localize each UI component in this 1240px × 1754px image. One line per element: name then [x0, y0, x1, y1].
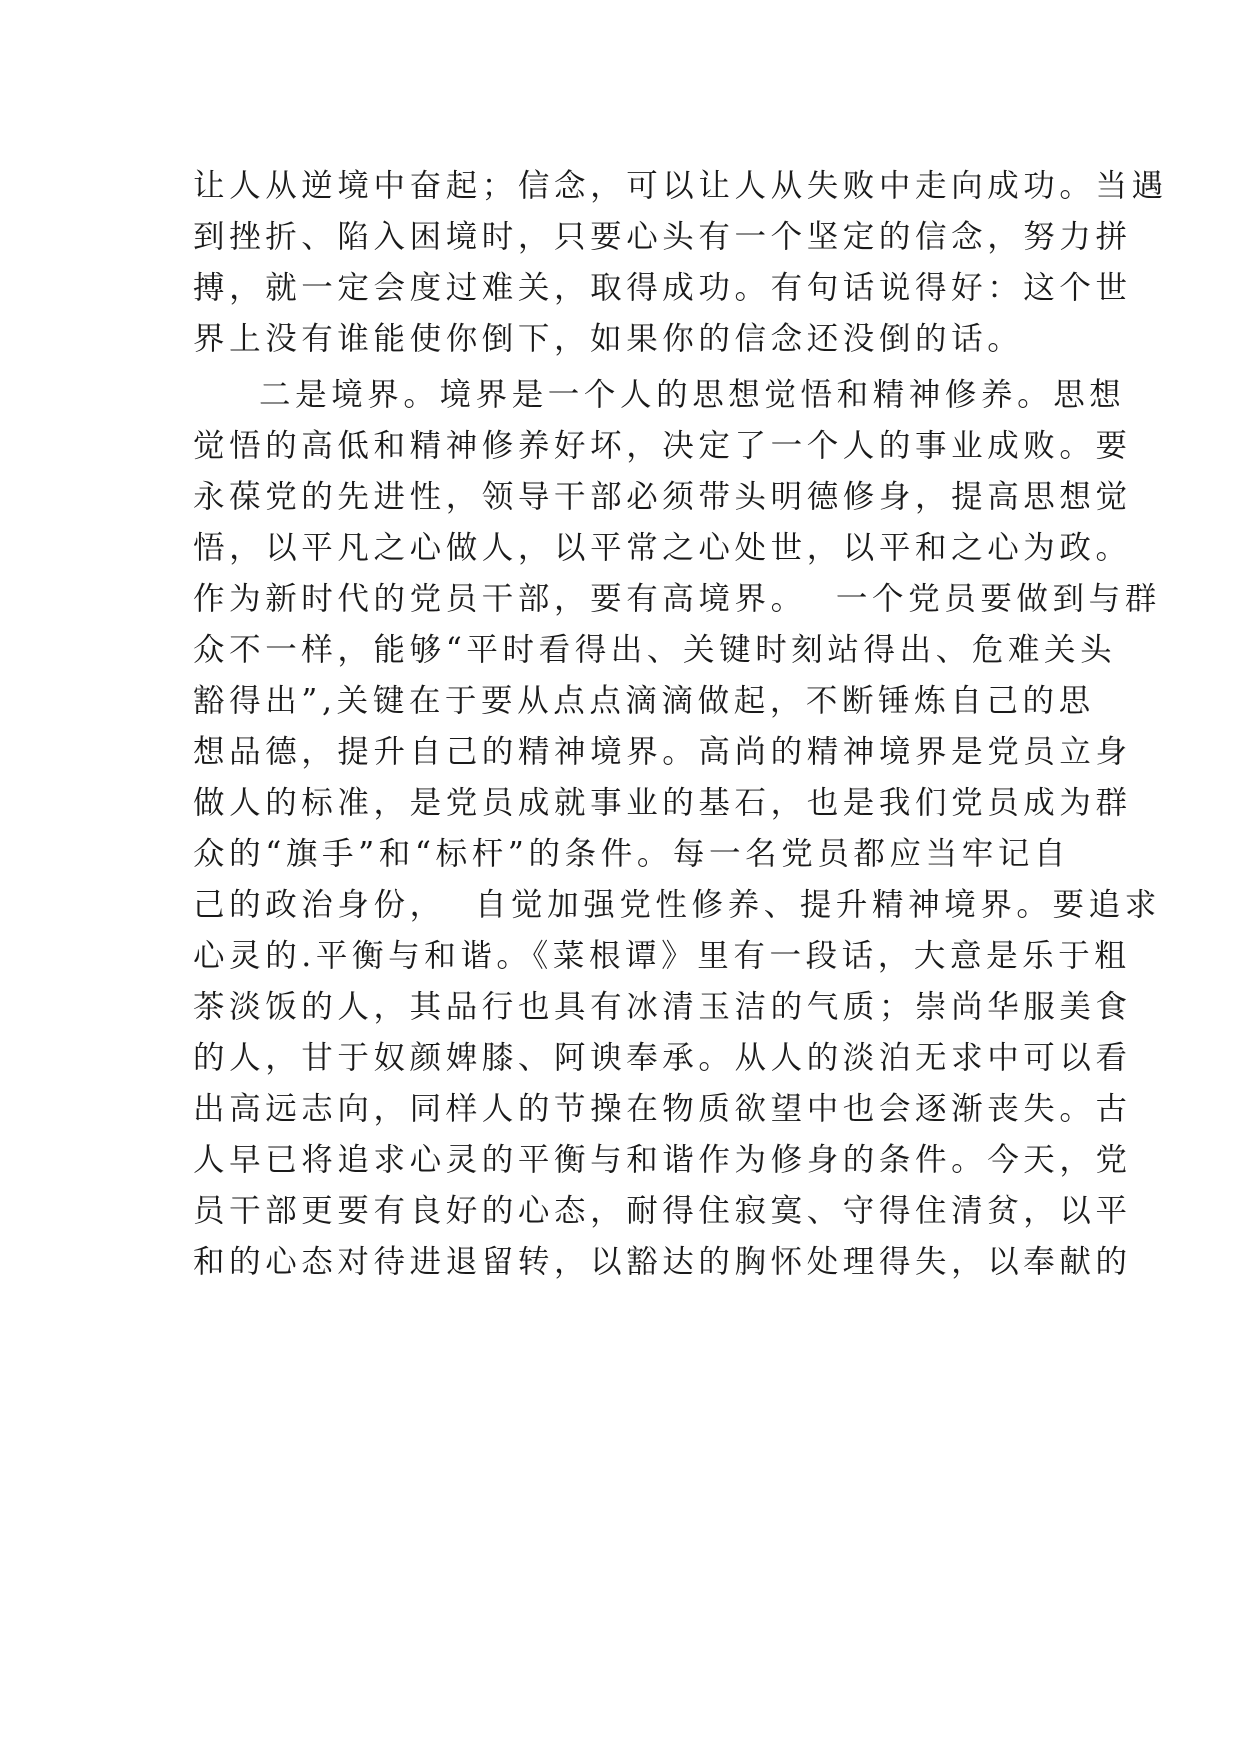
- paragraph-2-line-10: 众的“旗手”和“标杆”的条件。每一名党员都应当牢记自: [193, 836, 1071, 872]
- paragraph-2-line-12: 心灵的.平衡与和谐。《菜根谭》里有一段话，大意是乐于粗: [193, 938, 1131, 974]
- paragraph-2-line-4: 悟，以平凡之心做人，以平常之心处世，以平和之心为政。: [193, 530, 1132, 566]
- paragraph-1-line-1: 让人从逆境中奋起；信念，可以让人从失败中走向成功。当遇: [193, 168, 1168, 204]
- paragraph-2-line-16: 人早已将追求心灵的平衡与和谐作为修身的条件。今天，党: [193, 1142, 1132, 1178]
- paragraph-1-line-3: 搏，就一定会度过难关，取得成功。有句话说得好：这个世: [193, 270, 1132, 306]
- paragraph-1-line-2: 到挫折、陷入困境时，只要心头有一个坚定的信念，努力拼: [193, 219, 1132, 255]
- paragraph-2-line-15: 出高远志向，同样人的节操在物质欲望中也会逐渐丧失。古: [193, 1091, 1132, 1127]
- paragraph-2-line-18: 和的心态对待进退留转，以豁达的胸怀处理得失，以奉献的: [193, 1244, 1132, 1280]
- paragraph-2-line-11: 己的政治身份， 自觉加强党性修养、提升精神境界。要追求: [193, 887, 1161, 923]
- paragraph-2-line-9: 做人的标准，是党员成就事业的基石，也是我们党员成为群: [193, 785, 1132, 821]
- paragraph-2-line-7: 豁得出”,关键在于要从点点滴滴做起，不断锤炼自己的思: [193, 683, 1095, 719]
- paragraph-2-line-6: 众不一样，能够“平时看得出、关键时刻站得出、危难关头: [193, 632, 1117, 668]
- paragraph-2-line-17: 员干部更要有良好的心态，耐得住寂寞、守得住清贫，以平: [193, 1193, 1132, 1229]
- paragraph-2-line-5: 作为新时代的党员干部，要有高境界。 一个党员要做到与群: [193, 581, 1161, 617]
- paragraph-1-line-4: 界上没有谁能使你倒下，如果你的信念还没倒的话。: [193, 321, 1024, 357]
- paragraph-2-line-2: 觉悟的高低和精神修养好坏，决定了一个人的事业成败。要: [193, 428, 1132, 464]
- paragraph-2-line-13: 茶淡饭的人，其品行也具有冰清玉洁的气质；崇尚华服美食: [193, 989, 1132, 1025]
- paragraph-2-line-14: 的人，甘于奴颜婢膝、阿谀奉承。从人的淡泊无求中可以看: [193, 1040, 1132, 1076]
- paragraph-2-line-1: 二是境界。境界是一个人的思想觉悟和精神修养。思想: [259, 377, 1126, 413]
- paragraph-2-line-3: 永葆党的先进性，领导干部必须带头明德修身，提高思想觉: [193, 479, 1132, 515]
- paragraph-2-line-8: 想品德，提升自己的精神境界。高尚的精神境界是党员立身: [193, 734, 1132, 770]
